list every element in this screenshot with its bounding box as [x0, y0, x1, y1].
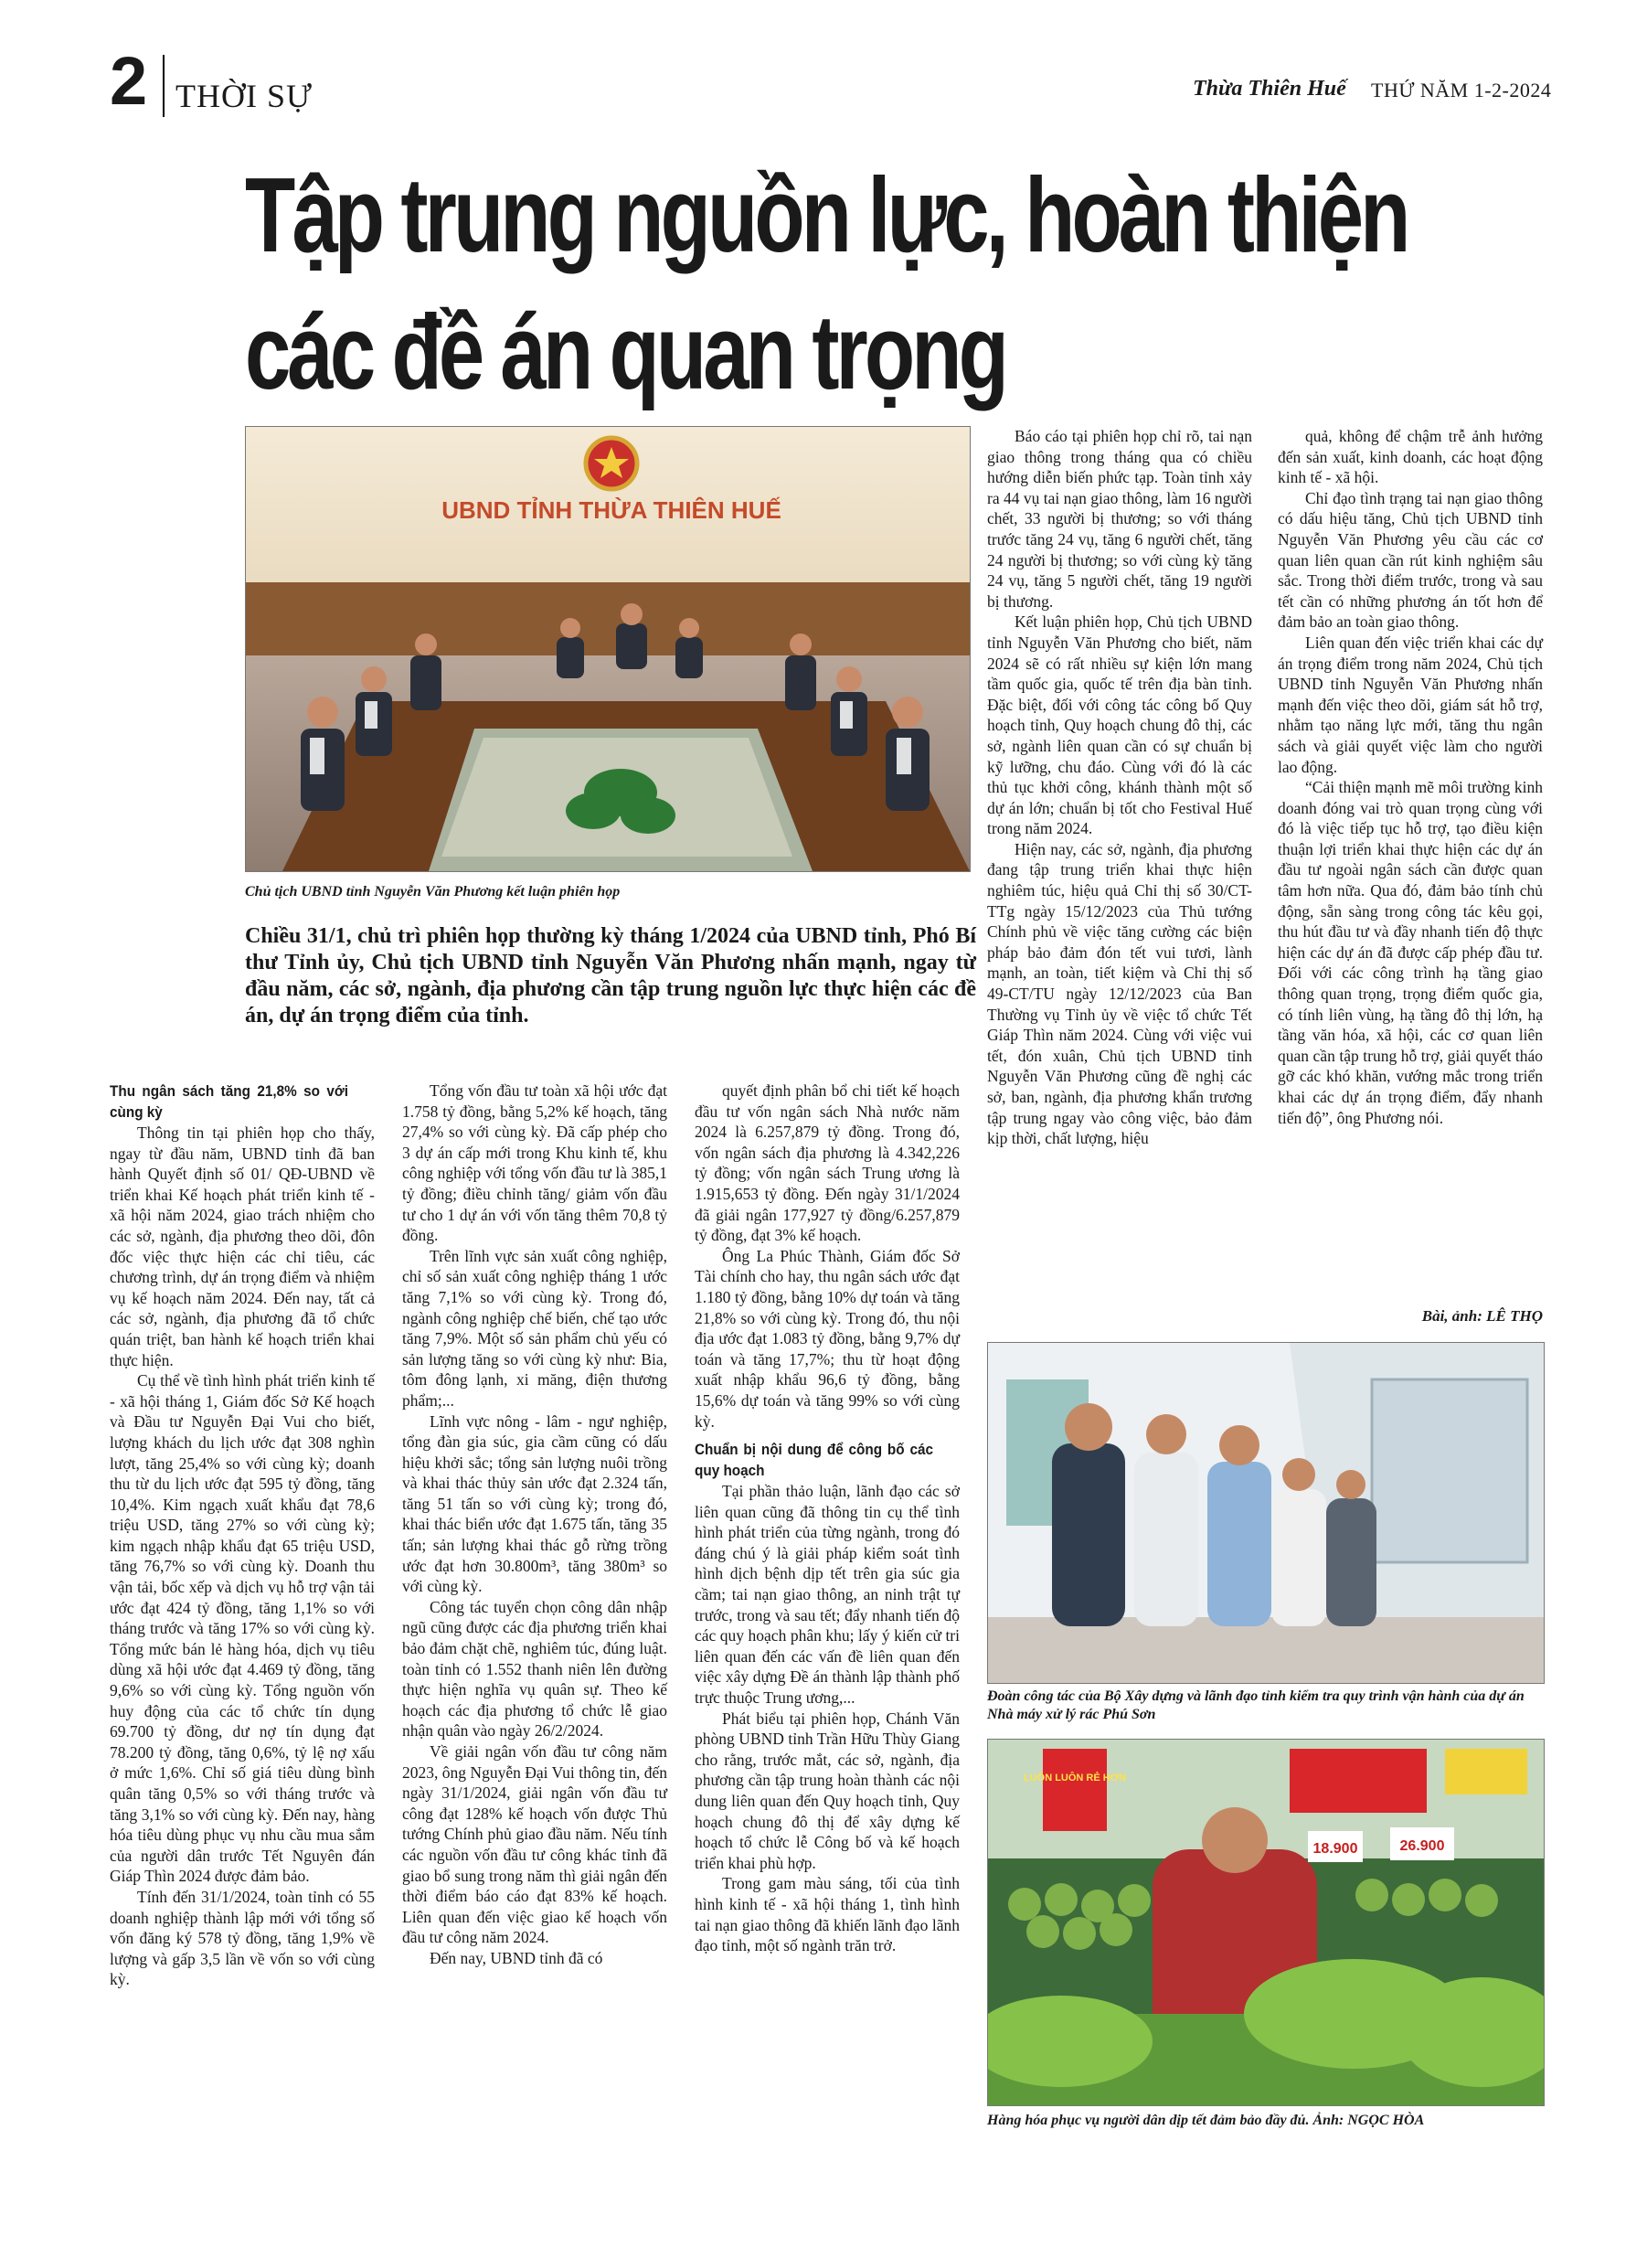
meeting-room-illustration — [246, 427, 970, 871]
page-number: 2 — [110, 43, 148, 119]
paragraph: Trên lĩnh vực sản xuất công nghiệp, chỉ số sản xuất công nghiệp tháng 1 ước tăng 7,1% so với cùng kỳ. Trong đó, ngành công nghiệp chế biến, chế tạo ước tăng 7,9%. Một số sản phẩm chủ yếu có sản lượng tăng so với cùng kỳ như: Bia, tôm đông lạnh, xi măng, điện thương phẩm;... — [402, 1246, 667, 1410]
paragraph: Phát biểu tại phiên họp, Chánh Văn phòng UBND tỉnh Trần Hữu Thùy Giang cho rằng, trước mắt, các sở, ngành, địa phương cần tập trung hoàn thành các nội dung liên quan đến Quy hoạch tỉnh, Quy hoạch chung đô thị để xây dựng kế hoạch tổ chức lễ Công bố và kế hoạch triển khai phù hợp. — [695, 1709, 960, 1872]
subheading-planning: Chuẩn bị nội dung để công bố các quy hoạch — [695, 1441, 933, 1480]
headline-line-2: các đề án quan trọng — [245, 293, 1005, 411]
paragraph: Đến nay, UBND tỉnh đã có — [430, 1948, 603, 1967]
headline — [245, 146, 1408, 421]
newspaper-name: Thừa Thiên Huế — [1193, 77, 1346, 101]
inspection-illustration — [988, 1343, 1544, 1683]
paragraph: Cụ thể về tình hình phát triển kinh tế - xã hội tháng 1, Giám đốc Sở Kế hoạch và Đầu tư Nguyễn Đại Vui cho biết, lượng khách du lịch ước đạt 308 nghìn lượt, tăng 25,4% so với cùng kỳ; doanh thu từ du lịch ước đạt 595 tỷ đồng, tăng 10,4%. Kim ngạch xuất khẩu đạt 78,6 triệu USD, tăng 27% so với cùng kỳ; kim ngạch nhập khẩu đạt 65 triệu USD, tăng 76,7% so với cùng kỳ. Doanh thu vận tải, bốc xếp và dịch vụ hỗ trợ vận tải ước đạt 424 tỷ đồng, tăng 1,1% so với tháng trước và tăng 17% so với cùng kỳ. Tổng mức bán lẻ hàng hóa, dịch vụ tiêu dùng xã hội ước đạt 4.469 tỷ đồng, tăng 9,6% so với cùng kỳ. Tổng nguồn vốn huy động của các tổ chức tín dụng 69.700 tỷ đồng, dư nợ tín dụng đạt 78.200 tỷ đồng, tăng 0,6%, tỷ lệ nợ xấu ở mức 1,6%. Chỉ số giá tiêu dùng bình quân tăng 0,5% so với tháng trước và tăng 3,1% so với cùng kỳ. Đến nay, hàng hóa tiêu dùng phục vụ nhu cầu mua sắm của người dân trước Tết Nguyên đán Giáp Thìn 2024 được đảm bảo. — [110, 1371, 375, 1886]
inspection-photo-caption: Đoàn công tác của Bộ Xây dựng và lãnh đạo tỉnh kiểm tra quy trình vận hành của dự án Nhà máy xử lý rác Phú Sơn — [987, 1688, 1525, 1722]
paragraph: Công tác tuyển chọn công dân nhập ngũ cũng được các địa phương triển khai bảo đảm chặt chẽ, nghiêm túc, đúng luật. toàn tỉnh có 1.552 thanh niên lên đường thực hiện nghĩa vụ quân sự. Theo kế hoạch các địa phương tổ chức lễ giao nhận quân vào ngày 26/2/2024. — [402, 1597, 667, 1741]
byline: Bài, ảnh: LÊ THỌ — [1421, 1307, 1543, 1325]
market-photo — [987, 1739, 1545, 2106]
paragraph: Báo cáo tại phiên họp chỉ rõ, tai nạn giao thông trong tháng qua có chiều hướng diễn biến phức tạp. Toàn tỉnh xảy ra 44 vụ tai nạn giao thông, làm 16 người chết, 33 người bị thương; so với tháng trước tăng 24 vụ, tăng 6 người chết, tăng 24 người bị thương; so với cùng kỳ tăng 24 vụ, tăng 5 người chết, tăng 19 người bị thương. — [987, 427, 1252, 611]
paragraph: Tại phần thảo luận, lãnh đạo các sở liên quan cũng đã thông tin cụ thể tình hình phát triển của từng ngành, trong đó đáng chú ý là giải pháp kiểm soát tình hình dịch bệnh dịp tết trên gia súc gia cầm; tai nạn giao thông, an ninh trật tự trước, trong và sau tết; đẩy nhanh tiến độ các quy hoạch phân khu; lấy ý kiến cử tri liên quan đến các vấn đề liên quan đến việc xây dựng Đề án thành lập thành phố trực thuộc Trung ương,... — [695, 1482, 960, 1708]
price-tag-2: 26.900 — [1399, 1838, 1445, 1854]
paragraph: Hiện nay, các sở, ngành, địa phương đang tập trung triển khai thực hiện nghiêm túc, hiệu quả Chỉ thị số 30/CT-TTg ngày 15/12/2023 của Thủ tướng Chính phủ về việc tăng cường các biện pháp bảo đảm đón tết vui tươi, lành mạnh, an toàn, tiết kiệm và Chỉ thị số 49-CT/TU ngày 12/12/2023 của Ban Thường vụ Tỉnh ủy về việc tổ chức Tết Giáp Thìn năm 2024. Cùng với việc vui tết, đón xuân, Chủ tịch UBND tỉnh Nguyễn Văn Phương cũng đề nghị các sở, ban, ngành, địa phương khẩn trương tập trung ngay vào công việc, bảo đảm kịp thời, chất lượng, hiệu — [987, 839, 1252, 1148]
paragraph: Liên quan đến việc triển khai các dự án trọng điểm trong năm 2024, Chủ tịch UBND tỉnh Nguyễn Văn Phương nhấn mạnh đến việc theo dõi, giám sát hỗ trợ, nhằm tạo năng lực mới, tăng thu ngân sách và giải quyết việc làm cho người lao động. — [1278, 633, 1543, 776]
paragraph: quả, không để chậm trễ ảnh hưởng đến sản xuất, kinh doanh, các hoạt động kinh tế - xã hội. — [1278, 427, 1543, 487]
paragraph: Về giải ngân vốn đầu tư công năm 2023, ông Nguyễn Đại Vui thông tin, đến ngày 31/1/2024, giải ngân vốn đầu tư công đạt 128% kế hoạch vốn được Thủ tướng Chính phủ giao đầu năm. Nếu tính các nguồn vốn đầu tư công khác tỉnh đã giao bổ sung trong năm thì giải ngân đến thời điểm báo cáo đạt 83% kế hoạch. Liên quan đến việc giao kế hoạch vốn đầu tư công năm 2024. — [402, 1742, 667, 1947]
column-2 — [402, 1081, 667, 1969]
market-illustration — [988, 1740, 1544, 2105]
paragraph: Chỉ đạo tình trạng tai nạn giao thông có dấu hiệu tăng, Chủ tịch UBND tỉnh Nguyễn Văn Phương yêu cầu các cơ quan liên quan cần rút kinh nghiệm sâu sắc. Trong thời điểm trước, trong và sau tết cần có những phương án tốt hơn để đảm bảo an toàn giao thông. — [1278, 488, 1543, 632]
paragraph: Thông tin tại phiên họp cho thấy, ngay từ đầu năm, UBND tỉnh đã ban hành Quyết định số 01/ QĐ-UBND về triển khai Kế hoạch phát triển kinh tế - xã hội năm 2024, giao trách nhiệm cho các sở, ngành, địa phương theo dõi, đôn đốc việc thực hiện các chỉ tiêu, các chương trình, dự án trọng điểm và nhiệm vụ kế hoạch năm 2024. Đến nay, tất cả các sở, ngành, địa phương đã tổ chức quán triệt, ban hành kế hoạch triển khai thực hiện. — [110, 1123, 375, 1369]
paragraph: “Cải thiện mạnh mẽ môi trường kinh doanh đóng vai trò quan trọng cùng với đó là việc tiếp tục hỗ trợ, tạo điều kiện thuận lợi triển khai thực hiện các dự án đầu tư ngoài ngân sách cần được quan tâm hơn nữa. Qua đó, đảm bảo tính chủ động, sẵn sàng trong công tác kêu gọi, thu hút đầu tư và đầy nhanh tiến độ thực hiện các dự án đã được cấp phép đầu tư. Đối với các công trình hạ tầng giao thông quan trọng, trọng điểm quốc gia, có tính liên vùng, hạ tầng đô thị lớn, hạ tầng văn hóa, xã hội, các cơ quan liên quan cần tập trung hỗ trợ, giải quyết tháo gỡ các khó khăn, vướng mắc trong triển khai các dự án trọng điểm, đẩy nhanh tiến độ”, ông Phương nói. — [1278, 778, 1543, 1127]
paragraph: Trong gam màu sáng, tối của tình hình kinh tế - xã hội tháng 1, tình hình tai nạn giao thông đã khiến lãnh đạo lãnh đạo tỉnh, một số ngành trăn trở. — [695, 1874, 960, 1955]
column-3 — [695, 1081, 960, 1956]
paragraph: Kết luận phiên họp, Chủ tịch UBND tỉnh Nguyễn Văn Phương cho biết, năm 2024 sẽ có rất nhiều sự kiện lớn mang tầm quốc gia, quốc tế trên địa bàn tỉnh. Đặc biệt, đối với công tác công bố Quy hoạch tỉnh, Quy hoạch chung đô thị, các sở, ngành liên quan cần có sự chuẩn bị kỹ lưỡng, chu đáo. Cùng với đó là các thủ tục khởi công, khánh thành một số dự án lớn; chuẩn bị tốt cho Festival Huế trong năm 2024. — [987, 612, 1252, 838]
lead-paragraph: Chiều 31/1, chủ trì phiên họp thường kỳ tháng 1/2024 của UBND tỉnh, Phó Bí thư Tỉnh ủy, Chủ tịch UBND tỉnh Nguyễn Văn Phương nhấn mạnh, ngay từ đầu năm, các sở, ngành, địa phương cần tập trung nguồn lực thực hiện các đề án, dự án trọng điểm của tỉnh. — [245, 924, 976, 1028]
promo-sign-text: LUÔN LUÔN RẺ HƠN — [1023, 1773, 1127, 1784]
paragraph: Tổng vốn đầu tư toàn xã hội ước đạt 1.758 tỷ đồng, bằng 5,2% kế hoạch, tăng 27,4% so với cùng kỳ. Đã cấp phép cho 3 dự án cấp mới trong Khu kinh tế, khu công nghiệp với tổng vốn đầu tư là 385,1 tỷ đồng; điều chỉnh tăng/ giảm vốn đầu tư cho 1 dự án với vốn tăng thêm 70,8 tỷ đồng. — [402, 1081, 667, 1245]
headline-line-1: Tập trung nguồn lực, hoàn thiện — [245, 155, 1408, 274]
meeting-photo — [245, 426, 971, 872]
issue-date: THỨ NĂM 1-2-2024 — [1371, 79, 1552, 101]
paragraph: quyết định phân bổ chi tiết kế hoạch đầu tư vốn ngân sách Nhà nước năm 2024 là 6.257,879 tỷ đồng. Trong đó, vốn ngân sách địa phương là 4.342,226 tỷ đồng; vốn ngân sách Trung ương là 1.915,653 tỷ đồng. Đến ngày 31/1/2024 đã giải ngân 177,927 tỷ đồng/6.257,879 tỷ đồng, đạt 3% kế hoạch. — [695, 1081, 960, 1245]
paragraph: Ông La Phúc Thành, Giám đốc Sở Tài chính cho hay, thu ngân sách ước đạt 1.180 tỷ đồng, bằng 10% dự toán và tăng 21,8% so với cùng kỳ. Trong đó, thu nội địa ước đạt 1.083 tỷ đồng, bằng 9,7% dự toán và tăng 17,7%; thu từ hoạt động xuất nhập khẩu 96,6 tỷ đồng, bằng 15,6% dự toán và tăng 99% so với cùng kỳ. — [695, 1246, 960, 1431]
subheading-budget: Thu ngân sách tăng 21,8% so với cùng kỳ — [110, 1082, 348, 1121]
price-tag-1: 18.900 — [1312, 1841, 1358, 1857]
price-sign — [1043, 1749, 1107, 1831]
room-sign: UBND TỈNH THỪA THIÊN HUẾ — [441, 496, 781, 524]
header-divider — [163, 55, 165, 117]
column-4 — [987, 426, 1252, 1149]
meeting-photo-caption: Chủ tịch UBND tỉnh Nguyễn Văn Phương kết luận phiên họp — [245, 884, 621, 900]
column-1 — [110, 1081, 375, 1990]
paragraph: Lĩnh vực nông - lâm - ngư nghiệp, tổng đàn gia súc, gia cầm cũng có dấu hiệu khởi sắc; tổng sản lượng nuôi trồng và khai thác thủy sản ước đạt 2.324 tấn, tăng 51 tấn so với cùng kỳ; trong đó, khai thác biển ước đạt 1.675 tấn, tăng 35 tấn; sản lượng khai thác gỗ rừng trồng ước đạt hơn 30.800m³, tăng 380m³ so với cùng kỳ. — [402, 1411, 667, 1596]
column-5 — [1278, 426, 1543, 1128]
section-name: THỜI SỰ — [175, 78, 313, 114]
inspection-photo — [987, 1342, 1545, 1684]
paragraph: Tính đến 31/1/2024, toàn tỉnh có 55 doanh nghiệp thành lập mới với tổng số vốn đăng ký 578 tỷ đồng, tăng 1,9% về lượng và gấp 3,5 lần về vốn so với cùng kỳ. — [110, 1887, 375, 1989]
market-photo-caption: Hàng hóa phục vụ người dân dịp tết đảm bảo đầy đủ. Ảnh: NGỌC HÒA — [987, 2113, 1425, 2128]
